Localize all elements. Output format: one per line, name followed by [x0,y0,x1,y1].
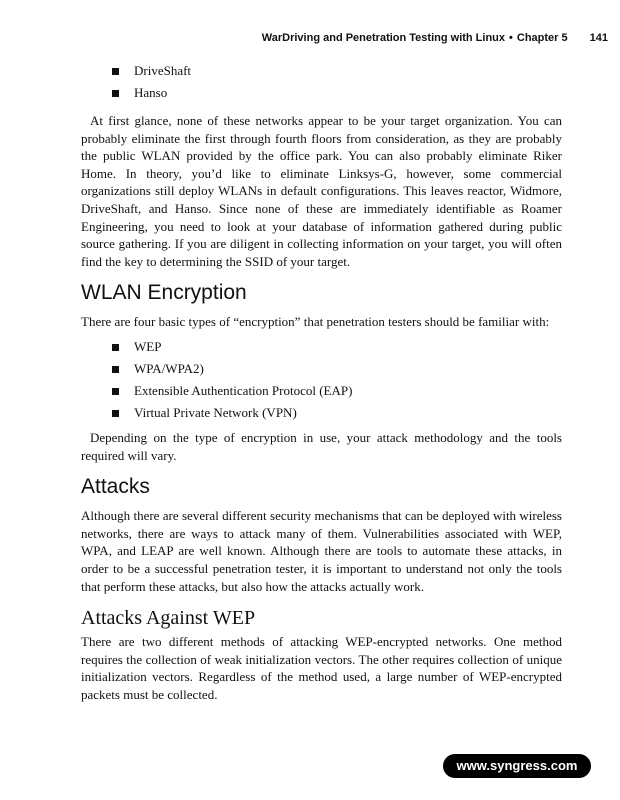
page-body [81,60,562,703]
list-item: WPA/WPA2) [81,358,562,380]
bullet-square-icon [112,68,119,75]
bullet-square-icon [112,388,119,395]
paragraph-first-glance: At first glance, none of these networks appear to be your target organization. You can probably eliminate the first through fourth floors from consideration, as they are probably the public WLAN provided by the office park. You can also probably eliminate Riker Home. In theory, you’d like to eliminate Linksys-G, however, some commercial organizations still deploy WLANs in default configurations. This leaves reactor, Widmore, DriveShaft, and Hanso. Since none of these are immediately identifiable as Roamer Engineering, you need to look at your database of information gathered during public source gathering. If you are diligent in collecting information on your target, you will often find the key to determining the SSID of your target. [81,113,562,269]
heading-attacks: Attacks [81,475,150,499]
page-number: 141 [589,32,608,44]
bullet-square-icon [112,90,119,97]
paragraph-encryption-intro: There are four basic types of “encryption” that penetration testers should be familiar with: [81,314,550,330]
footer-url-badge: www.syngress.com [443,754,591,778]
bullet-square-icon [112,410,119,417]
list-item: Virtual Private Network (VPN) [81,402,562,424]
heading-attacks-against-wep: Attacks Against WEP [81,607,256,630]
paragraph-methodology: Depending on the type of encryption in use, your attack methodology and the tools required will vary. [81,429,562,463]
list-item: Hanso [81,82,562,104]
encryption-list [81,336,562,424]
network-list [81,60,562,104]
list-item: Extensible Authentication Protocol (EAP) [81,380,562,402]
bullet-square-icon [112,366,119,373]
bullet-square-icon [112,344,119,351]
paragraph-wep-methods: There are two different methods of attacking WEP-encrypted networks. One method requires the collection of weak initialization vectors. The other requires collection of unique initialization vectors. Regardless of the method used, a large number of WEP-encrypted packets must be collected. [81,634,562,702]
running-header [0,32,608,44]
header-separator: • [509,32,513,44]
chapter-label: Chapter 5 [516,32,568,44]
book-title: WarDriving and Penetration Testing with Linux [261,32,506,44]
list-item: WEP [81,336,562,358]
paragraph-attacks: Although there are several different security mechanisms that can be deployed with wireless networks, there are ways to attack many of them. Vulnerabilities associated with WEP, WPA, and LEAP are well known. Although there are tools to automate these attacks, in order to be a successful penetration tester, it is important to understand not only the tools that perform these attacks, but also how the attacks actually work. [81,508,562,594]
list-item: DriveShaft [81,60,562,82]
heading-wlan-encryption: WLAN Encryption [81,281,247,305]
